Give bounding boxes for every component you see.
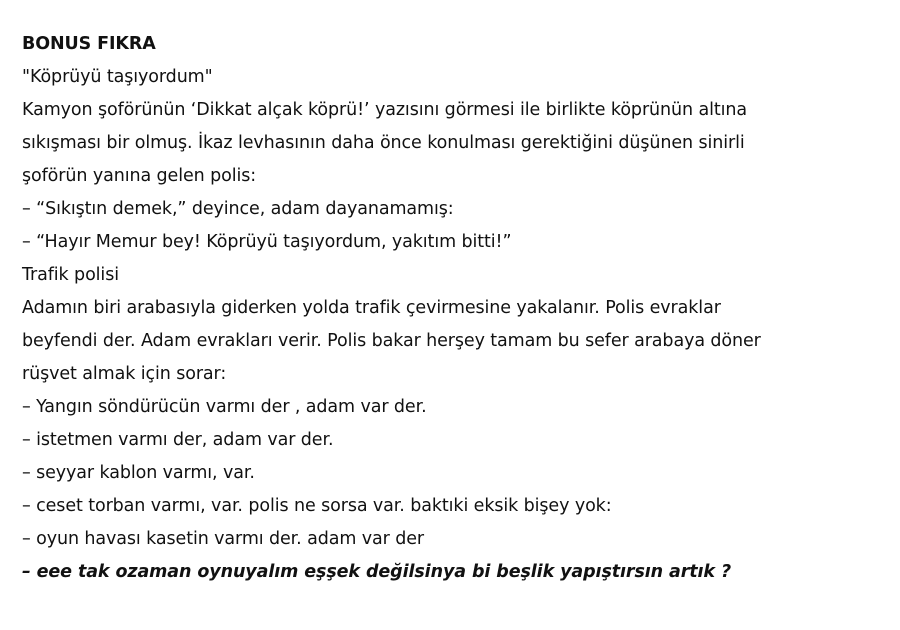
dialogue-line: – istetmen varmı der, adam var der. xyxy=(22,430,334,450)
dialogue-line: – seyyar kablon varmı, var. xyxy=(22,463,255,483)
paragraph-line: şoförün yanına gelen polis: xyxy=(22,166,257,186)
dialogue-line: – “Sıkıştın demek,” deyince, adam dayanamamış: xyxy=(22,199,454,219)
paragraph-line: Kamyon şoförünün ‘Dikkat alçak köprü!’ yazısını görmesi ile birlikte köprünün altına xyxy=(22,100,747,120)
paragraph-line: Adamın biri arabasıyla giderken yolda trafik çevirmesine yakalanır. Polis evraklar xyxy=(22,298,721,318)
document-heading: BONUS FIKRA xyxy=(22,34,156,54)
paragraph-line: rüşvet almak için sorar: xyxy=(22,364,227,384)
dialogue-line: – oyun havası kasetin varmı der. adam var der xyxy=(22,529,424,549)
paragraph-line: beyfendi der. Adam evrakları verir. Polis bakar herşey tamam bu sefer arabaya döner xyxy=(22,331,761,351)
joke-document xyxy=(22,28,882,589)
joke-title-kopru: "Köprüyü taşıyordum" xyxy=(22,67,213,87)
paragraph-line: sıkışması bir olmuş. İkaz levhasının daha önce konulması gerektiğini düşünen sinirli xyxy=(22,133,745,153)
punchline: – eee tak ozaman oynuyalım eşşek değilsinya bi beşlik yapıştırsın artık ? xyxy=(22,562,732,582)
dialogue-line: – Yangın söndürücün varmı der , adam var der. xyxy=(22,397,427,417)
joke-title-trafik: Trafik polisi xyxy=(22,265,119,285)
dialogue-line: – “Hayır Memur bey! Köprüyü taşıyordum, yakıtım bitti!” xyxy=(22,232,512,252)
dialogue-line: – ceset torban varmı, var. polis ne sorsa var. baktıki eksik bişey yok: xyxy=(22,496,612,516)
